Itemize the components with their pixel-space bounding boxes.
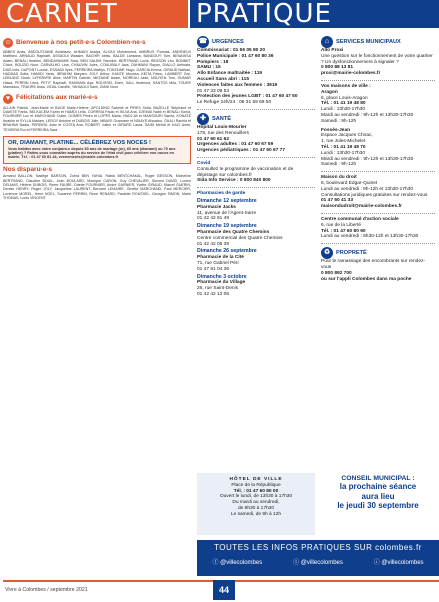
allo-text: Une question sur le fonctionnement de votre quartier ? Un dysfonctionnement à signaler ?	[321, 53, 433, 65]
hotel-title: HÔTEL DE VILLE	[229, 477, 283, 482]
fosses-line: Espace Jacques Chirac,	[321, 133, 373, 139]
deaths-title: Nos disparu-e-s	[3, 165, 53, 173]
emergency-line: Pompiers : 18	[197, 59, 229, 65]
ccas-line: 6, rue de la Liberté	[321, 222, 362, 228]
emergency-line: Violences faites aux femmes : 3919	[197, 82, 278, 88]
council-line: la prochaine séance	[339, 482, 417, 491]
births-heading	[3, 38, 191, 48]
ccas-line: Tél. : 01 47 60 80 90	[321, 228, 366, 234]
hotel-de-ville-box	[197, 473, 315, 535]
city-hall-icon: ⌂	[321, 36, 333, 48]
droit-title: Maison du droit	[321, 175, 357, 181]
pharmacy-item: Dimanche 26 septembre Pharmacie de la Cité 71, rue Gabriel Péri 01 47 81 04 36	[197, 248, 257, 272]
magazine-label: Vivre à Colombes / septembre 2021	[5, 587, 88, 593]
health-line: Hôpital Louis-Mourier	[197, 124, 247, 130]
fosses-line: 1, rue Jules-Michelet	[321, 139, 366, 145]
footer-banner-text: TOUTES LES INFOS PRATIQUES SUR colombes.fr	[214, 543, 422, 552]
emergency-line: Protection des jeunes LGBT : 01 47 60 47 50	[197, 94, 298, 100]
hotel-line: Tél. : 01 47 60 80 00	[233, 488, 279, 494]
right-column	[321, 36, 435, 282]
facebook-link[interactable]: ⓕ @villecolombes	[212, 560, 263, 566]
council-label: CONSEIL MUNICIPAL :	[341, 475, 415, 482]
health-line: 178, rue des Renouillers	[197, 130, 249, 136]
aragon-line: 6, place Louis-Aragon	[321, 95, 368, 101]
carnet-column	[3, 36, 191, 201]
info-footer-banner	[197, 540, 439, 576]
health-line: Urgences pédiatriques : 01 47 60 67 77	[197, 148, 285, 154]
middle-column	[197, 36, 315, 298]
aragon-line: Tél. : 01 41 19 48 80	[321, 101, 366, 107]
council-line: aura lieu	[361, 491, 395, 501]
pharmacy-item: Dimanche 3 octobre Pharmacie du Village 26, rue Saint-Denis 01 42 42 12 06	[197, 273, 247, 297]
droit-line: 6, boulevard Edgar-Quinet	[321, 180, 378, 186]
proprete-extra: ou sur l'appli Colombes dans ma poche	[321, 276, 412, 282]
emergency-line: 01 47 33 09 53	[197, 88, 230, 94]
aragon-title: Aragon	[321, 89, 338, 95]
droit-line: Consultations juridiques gratuites sur rendez-vous	[321, 192, 428, 198]
health-line: Urgences adultes : 01 47 60 67 59	[197, 142, 274, 148]
proprete-heading: ♻ PROPRETÉ	[321, 247, 435, 259]
notice-title: OR, DIAMANT, PLATINE... CÉLÉBREZ VOS NOCES !	[8, 140, 151, 147]
hotel-line: Ouvert le lundi, de 13h30 à 17h30	[219, 494, 293, 500]
fosses-line: Lundi : 13h30-17h30	[321, 150, 366, 156]
hotel-line: de 8h30 à 17h30	[237, 505, 274, 511]
emergency-line: Commissariat : 01 56 05 80 20	[197, 48, 265, 53]
baby-icon: ☺	[4, 39, 12, 46]
pharmacy-item: Dimanche 12 septembre Pharmacie Jacks 11, avenue de l'Agent-Sarre 01 42 42 91 49	[197, 197, 257, 222]
emergency-line: SAMU : 15	[197, 65, 221, 71]
sida-info: Sida Info Service : 0 800 840 800	[197, 178, 271, 184]
pratique-header: PRATIQUE	[190, 0, 439, 28]
page-number: 44	[213, 580, 235, 600]
allo-title: Allo Proxi	[321, 48, 344, 53]
fosses-title: Fossés-Jean	[321, 127, 351, 133]
hotel-line: Le samedi, de 9h à 12h	[230, 511, 282, 517]
covid-title: Covid	[197, 160, 211, 166]
hotel-line: Place de la République	[231, 482, 281, 488]
anniversary-notice	[3, 136, 191, 164]
emergency-heading: ☎ URGENCES	[197, 36, 315, 48]
aragon-line: Lundi : 13h30-17h30	[321, 107, 366, 113]
allo-tel: 0 800 88 13 81	[321, 65, 354, 71]
proprete-text: Pour le ramassage des encombrants sur rendez-vous	[321, 259, 425, 270]
aragon-line: Mardi au vendredi : 9h-12h et 13h30-17h30	[321, 112, 414, 118]
council-box	[321, 473, 435, 535]
emergency-line: Accueil Sans abri : 115	[197, 76, 249, 82]
droit-mail: maisondudroit@mairie-colombes.fr	[321, 204, 402, 210]
health-heading: ✚ SANTÉ	[197, 113, 315, 125]
page-footer	[3, 580, 439, 602]
fosses-line: Tél. : 01 41 19 48 70	[321, 144, 366, 150]
broom-icon: ♻	[321, 247, 333, 259]
twitter-link[interactable]: ⓣ @villecolombes	[293, 560, 343, 566]
weddings-heading	[3, 94, 191, 104]
emergency-line: Police Municipale : 01 47 60 80 36	[197, 53, 274, 59]
fosses-line: Mardi au vendredi : 9h-12h et 13h30-17h30	[321, 156, 414, 162]
social-links	[197, 557, 439, 566]
ccas-title: Centre communal d'action sociale	[321, 216, 399, 222]
weddings-list: ALLAIN Patrick, Jean-Marie et BUGE Marie-Hélène, APOLDINO Salomé et PIRES Sofia, BAZELLE Stéphane et DIAKITE Fanta, BELKACEM Karim et HAMDI Leïla, CORREIA Paulo et SILVA Ana, DJEMAI Nabil et BENALI Sonia, FOURNIER Luc et MARCHAND Claire, GOMES Pedro et LOPES Maria, HADJ Ali et MANSOURI Samia, KONATE Ibrahim et SYLLA Mariam, LEROY Antoine et DUBOIS Julie, MBAYE Ousmane et NDIAYE Aïssatou, OUALI Rachid et BRAHIMI Nadia, PEREIRA Joao et COSTA Ana, ROBERT Julien et GIRARD Laura, SAIDI Mehdi et KACI Amel, TEIXEIRA Rui et FERREIRA Sara	[3, 105, 191, 132]
droit-line: Lundi au vendredi : 9h-12h et 13h30-17h30	[321, 186, 414, 192]
pharmacies-title: Pharmacies de garde	[197, 191, 246, 197]
droit-tel: 01 47 60 41 33	[321, 198, 354, 204]
deaths-list: Armand BALLON, Nadège BARSON, Zohra BEN YAHIA, Rabia BENTCHAKAL, Roger BESSON, Micheline BERTRAND, Claudine BOUIL, Jean BOULARD, Monique CARON, Guy CHEVALIER, Simone DAVID, Lucien DELMAS, Hélène DUBOIS, Pierre FAURE, Odette FOURNIER, André GARNIER, Yvette GIRAUD, Marcel GUERIN, Denise HENRY, Roger JOLY, Jacqueline LAURENT, Bernard LEMAIRE, Ginette MARCHAND, Paul MERCIER, Lucienne MOREL, Henri NOEL, Suzanne PERRIN, René RENARD, Paulette ROUSSEL, Georges SIMON, Marie THOMAS, Louis VINCENT	[3, 174, 191, 201]
emergency-line: Le Refuge 24h/24 : 06 31 59 69 50	[197, 100, 272, 106]
aragon-line: Samedi : 9h-12h	[321, 118, 357, 124]
hotel-line: Du mardi au vendredi,	[232, 500, 280, 506]
services-heading: ⌂ SERVICES MUNICIPAUX	[321, 36, 435, 48]
fosses-line: Samedi : 9h-12h	[321, 162, 357, 168]
ccas-line: Lundi au vendredi : 8h30-12h et 13h30-17h30	[321, 234, 419, 240]
pharmacy-item: Dimanche 19 septembre Pharmacie des Quatre Chemins Centre commercial des Quatre Chemins 01 42 42 06 39	[197, 223, 283, 247]
mairie-title: Vos maisons de ville :	[321, 83, 371, 89]
carnet-header: CARNET	[0, 0, 188, 28]
rings-icon: ♥	[3, 94, 13, 104]
births-title: Bienvenue à nos petit-e-s Colombien-ne-s	[16, 38, 146, 46]
siren-icon: ☎	[197, 36, 209, 48]
deaths-heading	[3, 165, 191, 173]
notice-body: Vous habitez avec votre conjoint-e depuis 50 ans de mariage (or), 60 ans (diamant) ou 70 ans (platine) ? Faites-vous connaître auprès du service de l'état civil pour célébrer vos noces en mairie. Tél. : 01 47 60 81 44, evenements@mairie-colombes.fr	[8, 146, 176, 160]
proprete-tel: 0 800 892 700	[321, 270, 352, 276]
births-list: ABBES Anas, ABDOUTIJANE Abdelaziz, AHMADI Assiya, ALIOUI Mohammed, AMBRUS Thomas, ANDRIEUX Matthieu, ARNAUD Raphaël, ASSAOUI Wassim, BACHIR Idriss, BALDE Lansana, BANDOLFI Tom, BENAISSA Adam, BENALI Ibrahim, BENDAHMANE Sara, BEN SALEM Yasmine, BERTRAND Lucie, BESSON Léo, BONNET Chloé, BOUZID Nour, CARVALHO Lina, CHAUVIN Jules, COULIBALY Awa, DAHMANI Rayan, DIALLO Aminata, DIAS Inès, DUPONT Louise, ESSAIDI Ilyes, FERREIRA Maëlys, FONTAINE Hugo, GARCIA Emma, GIRAUD Nathan, HADDAD Sofia, HAMIDI Yanis, IBRAHIM Maryam, JOLY Arthur, KANTE Moussa, KEITA Fatou, LAMBERT Zoé, LEBLANC Noah, LEFEBVRE Alice, MARTIN Gabriel, MEZIANE Adam, MOREAU Jade, NGUYEN Tom, OUMAR Hawa, PERRIN Léna, PETIT Raphaël, RAHMANI Aya, ROUSSEL Eden, SALL Ibrahima, SANTOS Mila, TOURE Mamadou, TRAORE Assa, VIDAL Camille, YAHIAOUI Sami, ZIANI Nour	[3, 50, 191, 90]
allo-mail: proxi@mairie-colombes.fr	[321, 71, 381, 77]
weddings-title: Félicitations aux marié-e-s	[16, 94, 98, 102]
council-line: le jeudi 30 septembre	[337, 501, 419, 510]
instagram-link[interactable]: ⓘ @villecolombes	[373, 560, 424, 566]
covid-text: Consultez le programme de vaccination et de dépistage sur colombes.fr	[197, 166, 294, 178]
health-line: 01 47 60 61 62	[197, 136, 230, 142]
medical-cross-icon: ✚	[197, 113, 209, 125]
emergency-line: Allo Enfance maltraitée : 119	[197, 71, 263, 77]
